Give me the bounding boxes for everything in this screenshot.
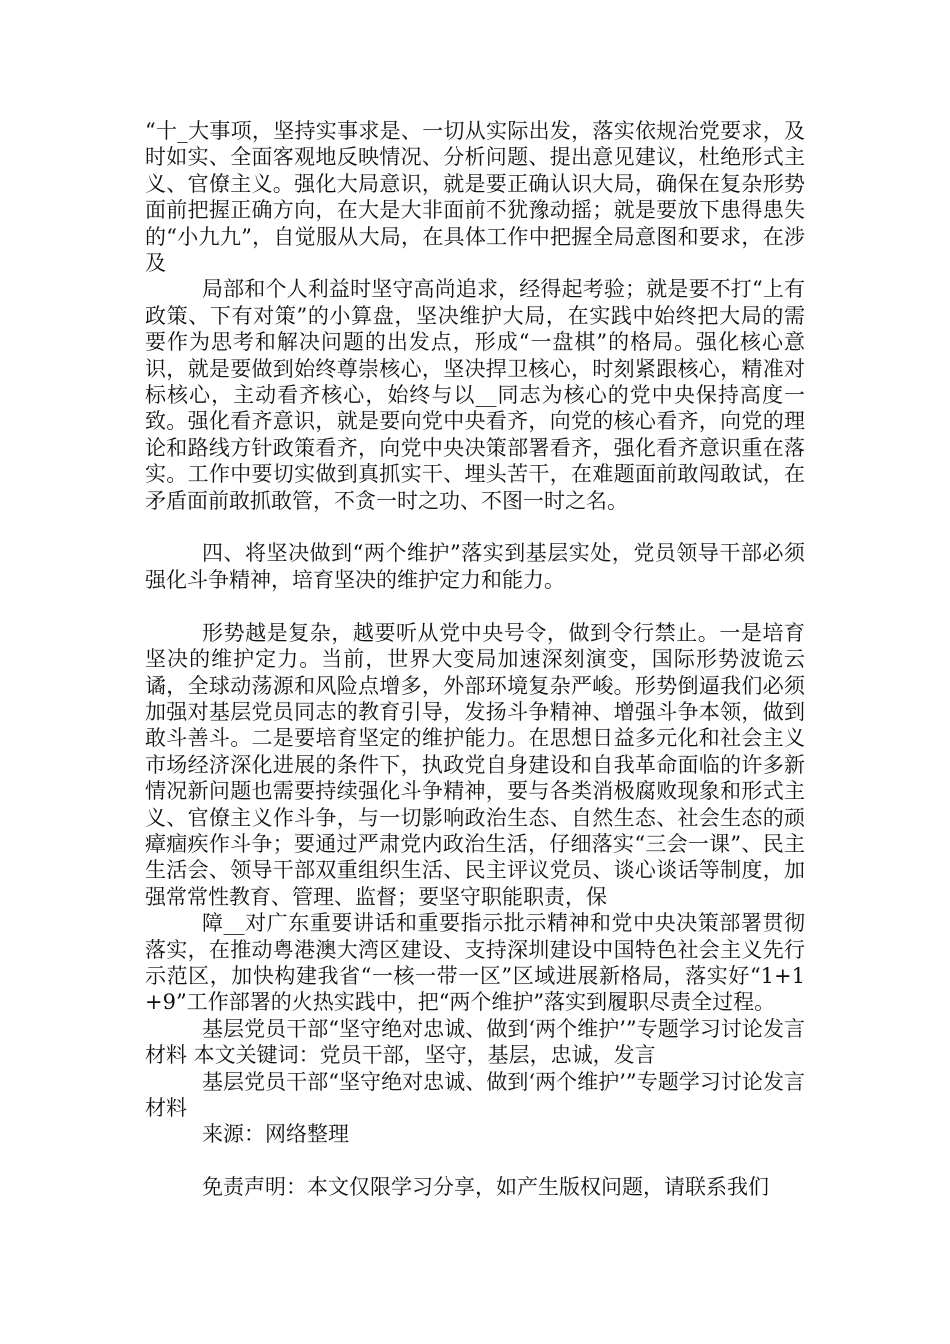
paragraph-situation: 形势越是复杂，越要听从党中央号令，做到令行禁止。一是培育坚决的维护定力。当前，世界大变局加速深刻演变，国际形势波诡云谲，全球动荡源和风险点增多，外部环境复杂严峻。形势倒逼我们必须加强对基层党员同志的教育引导，发扬斗争精神、增强斗争本领，做到敢斗善斗。二是要培育坚定的维护能力。在思想日益多元化和社会主义市场经济深化进展的条件下，执政党自身建设和自我革命面临的许多新情况新问题也需要持续强化斗争精神，要与各类消极腐败现象和形式主义、官僚主义作斗争，与一切影响政治生态、自然生态、社会生态的顽瘴痼疾作斗争；要通过严肃党内政治生活，仔细落实“三会一课”、民主生活会、领导干部双重组织生活、民主评议党员、谈心谈话等制度，加强常常性教育、管理、监督；要坚守职能职责，保 [145, 620, 805, 909]
paragraph-local-interest: 局部和个人利益时坚守高尚追求，经得起考验；就是要不打“上有政策、下有对策”的小算盘，坚决维护大局，在实践中始终把大局的需要作为思考和解决问题的出发点，形成“一盘棋”的格局。强化核心意识，就是要做到始终尊崇核心，坚决捍卫核心，时刻紧跟核心，精准对标核心，主动看齐核心，始终与以__同志为核心的党中央保持高度一致。强化看齐意识，就是要向党中央看齐，向党的核心看齐，向党的理论和路线方针政策看齐，向党中央决策部署看齐，强化看齐意识重在落实。工作中要切实做到真抓实干、埋头苦干，在难题面前敢闯敢试，在矛盾面前敢抓敢管，不贪一时之功、不图一时之名。 [145, 277, 805, 513]
paragraph-keywords: 基层党员干部“坚守绝对忠诚、做到‘两个维护’”专题学习讨论发言材料 本文关键词：党员干部，坚守，基层，忠诚，发言 [145, 1016, 805, 1068]
disclaimer-line: 免责声明：本文仅限学习分享，如产生版权问题，请联系我们 [202, 1175, 769, 1200]
paragraph-spacer [145, 1148, 805, 1174]
paragraph-guarantee: 障__对广东重要讲话和重要指示批示精神和党中央决策部署贯彻落实，在推动粤港澳大湾区建设、支持深圳建设中国特色社会主义先行示范区，加快构建我省“一核一带一区”区域进展新格局，落实好“1+1+9”工作部署的火热实践中，把“两个维护”落实到履职尽责全过程。 [145, 911, 805, 1015]
paragraph-title-repeat: 基层党员干部“坚守绝对忠诚、做到‘两个维护’”专题学习讨论发言材料 [145, 1069, 805, 1120]
paragraph-spacer [145, 514, 805, 540]
source-line: 来源：网络整理 [202, 1122, 349, 1147]
document-page [145, 118, 805, 1201]
section-heading-four: 四、将坚决做到“两个维护”落实到基层实处，党员领导干部必须强化斗争精神，培育坚决的维护定力和能力。 [145, 541, 805, 592]
paragraph-continuation: “十_大事项，坚持实事求是、一切从实际出发，落实依规治党要求，及时如实、全面客观地反映情况、分析问题、提出意见建议，杜绝形式主义、官僚主义。强化大局意识，就是要正确认识大局，确保在复杂形势面前把握正确方向，在大是大非面前不犹豫动摇；就是要放下患得患失的“小九九”，自觉服从大局，在具体工作中把握全局意图和要求，在涉及 [145, 119, 805, 276]
paragraph-spacer [145, 593, 805, 619]
